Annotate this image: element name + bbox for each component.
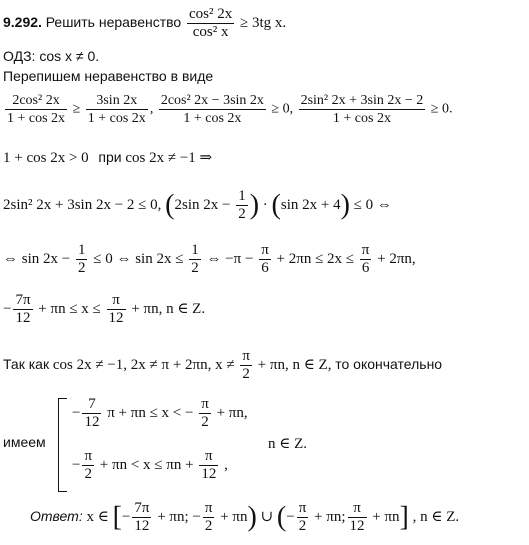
transform-frac-3: $\frac{\text{2cos² 2x − 3sin 2x}}{1 + \cos 2x}$ [160,93,264,126]
problem-rhs: ≥ 3tg x. [239,14,287,31]
transform-frac-1: $\frac{\text{2cos² 2x}}{1 + \cos 2x}$ [7,93,66,126]
half-fraction: $\frac{1}{2}$ [238,188,246,222]
system-row-2: − $\frac{\pi}{2}$ + πn < x ≤ πn + $\frac{\pi}{12}$ , [72,448,228,482]
sine-solution-line: ⇔ sin 2x − $\frac{1}{2}$ ≤ 0 ⇔ sin 2x ≤ $\frac{1}{2}$ ⇔ −π − $\frac{\pi}{6}$ + 2πn ≤ 2x ≤ $\frac{\pi}{6}$ + 2πn, [3,242,416,276]
problem-fraction-den: cos² x [192,24,229,40]
quadratic-line: 2sin² 2x + 3sin 2x − 2 ≤ 0, (2sin 2x − $\frac{1}{2}$ ) · (sin 2x + 4) ≤ 0 ⇔ [3,188,392,222]
answer-line: Ответ: x ∈ [− $\frac{7\pi}{12}$ + πn; − $\frac{\pi}{2}$ + πn) ∪ (− $\frac{\pi}{2}$ + πn; $\frac{\pi}{12}$ + πn] , n ∈ Z. [30,500,460,534]
domain-label: ОДЗ: [3,48,36,64]
transform-frac-4: $\frac{\text{2sin² 2x + 3sin 2x − 2}}{1 + \cos 2x}$ [300,93,424,126]
answer-label: Ответ: [30,507,83,524]
system-bracket [58,398,67,492]
positive-denominator-line: 1 + cos 2x > 0 при cos 2x ≠ −1 ⇒ [3,149,213,166]
problem-header [3,6,286,41]
rewrite-sentence: Перепишем неравенство в виде [3,68,214,84]
domain-condition: cos x ≠ 0. [39,48,100,64]
problem-fraction-num: cos² 2x [188,6,233,22]
problem-number: 9.292. [3,13,42,30]
system-row-1: − $\frac{7}{12}$ π + πn ≤ x < − $\frac{\pi}{2}$ + πn, [72,396,248,430]
x-range-line: − $\frac{7\pi}{12}$ + πn ≤ x ≤ $\frac{\pi}{12}$ + πn, n ∈ Z. [3,292,206,326]
since-line: Так как cos 2x ≠ −1, 2x ≠ π + 2πn, x ≠ $\frac{\pi}{2}$ + πn, n ∈ Z, то окончательно [3,348,443,382]
transform-frac-2: $\frac{3\sin 2x}{1 + \cos 2x}$ [87,93,146,126]
problem-statement: Решить неравенство [45,13,182,30]
domain-line [3,48,99,64]
have-label: имеем [3,434,46,450]
problem-fraction [187,6,234,41]
system-integer-condition: n ∈ Z. [268,436,308,452]
transform-line: $\frac{\text{2cos² 2x}}{1 + \cos 2x}$ ≥ $\frac{3\sin 2x}{1 + \cos 2x}$ , $\frac{\text{2cos² 2x − 3sin 2x}}{1 + \cos 2x}$ ≥ 0, $\frac{\text{2sin² 2x + 3sin 2x − 2}}{1 + \cos 2x}$ ≥ 0. [7,93,453,126]
